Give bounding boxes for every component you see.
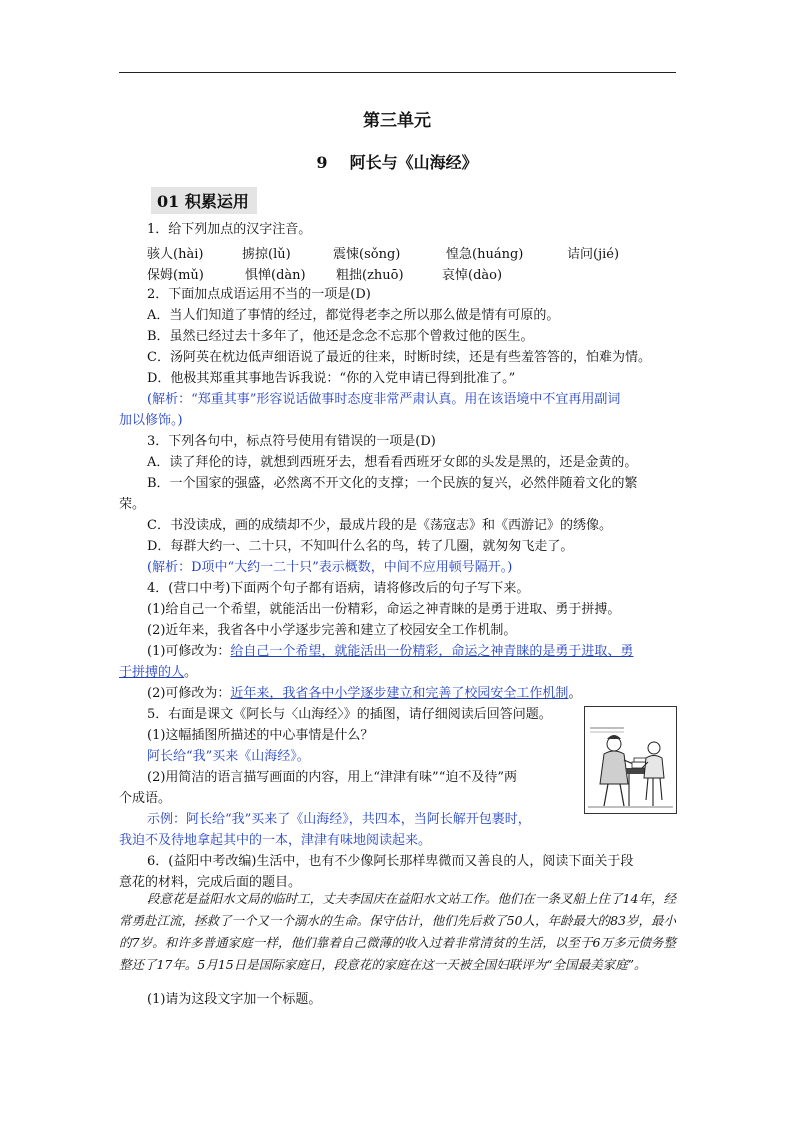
q2-option-d: D．他极其郑重其事地告诉我说：“你的入党申请已得到批准了。” — [147, 371, 516, 386]
q2-option-c: C．汤阿英在枕边低声细语说了最近的往来，时断时续，还是有些羞答答的，怕难为情。 — [147, 350, 651, 365]
q3-stem: 3．下列各句中，标点符号使用有错误的一项是(D) — [147, 434, 436, 449]
q3-analysis: (解析：D项中“大约一二十只”表示概数，中间不应用顿号隔开。) — [147, 560, 513, 575]
q4-sentence-2: (2)近年来，我省各中小学逐步完善和建立了校园安全工作机制。 — [147, 623, 517, 638]
q4-sentence-1: (1)给自己一个希望，就能活出一份精彩，命运之神青睐的是勇于进取、勇于拼搏。 — [147, 602, 621, 617]
q4-answer-1-label: (1)可修改为： — [147, 644, 231, 659]
q4-answer-1-cont — [119, 663, 197, 682]
q4-stem: 4．(营口中考)下面两个句子都有语病，请将修改后的句子写下来。 — [147, 581, 530, 596]
q5-sub-1: (1)这幅插图所描述的中心事情是什么？ — [147, 728, 374, 743]
q6-passage: 段意花是益阳水文局的临时工，丈夫李国庆在益阳水文站工作。他们在一条叉船上住了14年，经常勇赴江流，拯救了一个又一个溺水的生命。保守估计，他们先后救了50人，年龄最大的83岁，最小的7岁。和许多普通家庭一样，他们靠着自己微薄的收入过着非常清贫的生活，以至于6万多元债务整整还了17年。5月15日是国际家庭日，段意花的家庭在这一天被全国妇联评为“全国最美家庭”。 — [119, 891, 676, 972]
q5-sub-2-cont: 个成语。 — [119, 791, 172, 806]
q2-analysis-cont: 加以修饰。) — [119, 413, 183, 428]
q4-answer-1-text: 给自己一个希望，就能活出一份精彩，命运之神青睐的是勇于进取、勇 — [230, 644, 634, 659]
q1-item: 骇人(hài) — [147, 247, 204, 262]
q3-option-a: A．读了拜伦的诗，就想到西班牙去，想看看西班牙女郎的头发是黑的，还是金黄的。 — [147, 455, 638, 470]
q5-stem: 5．右面是课文《阿长与〈山海经〉》的插图，请仔细阅读后回答问题。 — [147, 707, 552, 722]
illustration — [584, 706, 677, 814]
section-tag: 01 积累运用 — [151, 187, 257, 214]
q6-stem-cont: 意花的材料，完成后面的题目。 — [119, 875, 302, 890]
q4-answer-2-label: (2)可修改为： — [147, 686, 231, 701]
lesson-title — [0, 150, 794, 173]
q1-item: 掳掠(lǔ) — [242, 247, 291, 262]
header-rule — [119, 72, 676, 73]
q4-answer-1-end: 。 — [184, 665, 198, 680]
q1-item: 哀悼(dào) — [442, 268, 503, 283]
q2-option-a: A．当人们知道了事情的经过，都觉得老李之所以那么做是情有可原的。 — [147, 308, 560, 323]
q4-answer-2-text: 近年来，我省各中小学逐步建立和完善了校园安全工作机制 — [230, 686, 569, 701]
q4-answer-2-end: 。 — [568, 686, 582, 701]
q2-analysis: (解析：“郑重其事”形容说话做事时态度非常严肃认真。用在该语境中不宜再用副词 — [147, 392, 621, 407]
q1-item: 震悚(sǒng) — [333, 247, 401, 262]
q5-answer-1: 阿长给“我”买来《山海经》。 — [147, 749, 310, 764]
q4-answer-1-text-cont: 于拼搏的人 — [119, 665, 185, 680]
q6-sub-1: (1)请为这段文字加一个标题。 — [147, 992, 322, 1007]
q1-item: 惶急(huáng) — [446, 247, 524, 262]
q5-sub-2: (2)用简洁的语言描写画面的内容，用上“津津有味”“迫不及待”两 — [147, 770, 517, 785]
q3-option-b: B．一个国家的强盛，必然离不开文化的支撑；一个民族的复兴，必然伴随着文化的繁 — [147, 476, 638, 491]
lesson-name: 阿长与《山海经》 — [349, 153, 478, 172]
lesson-number: 9 — [316, 153, 328, 172]
q1-item: 粗拙(zhuō) — [336, 268, 404, 283]
unit-title: 第三单元 — [363, 111, 431, 131]
q5-answer-2: 示例：阿长给“我”买来了《山海经》，共四本，当阿长解开包裹时， — [147, 812, 531, 827]
q1-item: 诘问(jié) — [567, 247, 620, 262]
q3-option-c: C．书没读成，画的成绩却不少，最成片段的是《荡寇志》和《西游记》的绣像。 — [147, 518, 612, 533]
q2-stem: 2．下面加点成语运用不当的一项是(D) — [147, 287, 371, 302]
q2-option-b: B．虽然已经过去十多年了，他还是念念不忘那个曾救过他的医生。 — [147, 329, 534, 344]
q1-stem: 1．给下列加点的汉字注音。 — [147, 222, 312, 237]
q4-answer-1 — [147, 642, 633, 661]
q5-answer-2-cont: 我迫不及待地拿起其中的一本，津津有味地阅读起来。 — [119, 833, 432, 848]
q3-option-d: D．每群大约一、二十只，不知叫什么名的鸟，转了几圈，就匆匆飞走了。 — [147, 539, 574, 554]
q1-item: 惧惮(dàn) — [245, 268, 306, 283]
q3-option-b-cont: 荣。 — [119, 497, 146, 512]
q4-answer-2 — [147, 684, 581, 703]
q6-stem: 6．(益阳中考改编)生活中，也有不少像阿长那样卑微而又善良的人，阅读下面关于段 — [147, 854, 634, 869]
q1-item: 保姆(mǔ) — [147, 268, 204, 283]
